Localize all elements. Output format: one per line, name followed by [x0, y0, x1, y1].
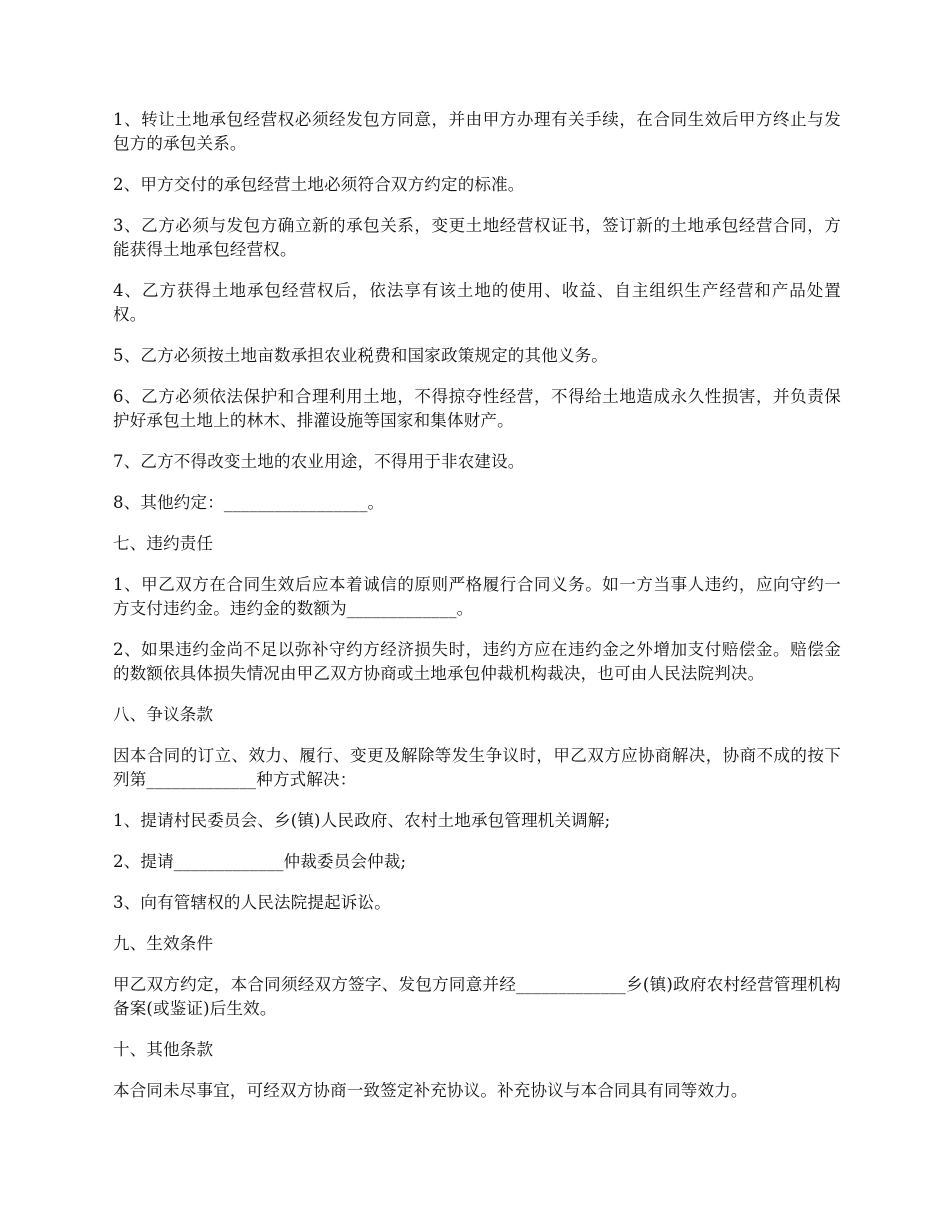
- section-heading-effect: 九、生效条件: [113, 934, 214, 953]
- paragraph-liability-2: 2、如果违约金尚不足以弥补守约方经济损失时，违约方应在违约金之外增加支付赔偿金。赔偿金的数额依具体损失情况由甲乙双方协商或土地承包仲裁机构裁决，也可由人民法院判决。: [113, 640, 841, 683]
- paragraph-dispute-3: 3、向有管辖权的人民法院提起诉讼。: [113, 893, 391, 912]
- paragraph-obligation-7: 7、乙方不得改变土地的农业用途，不得用于非农建设。: [113, 452, 525, 471]
- section-heading-dispute: 八、争议条款: [113, 705, 214, 724]
- section-heading-other: 十、其他条款: [113, 1040, 214, 1059]
- paragraph-dispute-1: 1、提请村民委员会、乡(镇)人民政府、农村土地承包管理机关调解;: [113, 811, 611, 830]
- paragraph-obligation-3: 3、乙方必须与发包方确立新的承包关系，变更土地经营权证书，签订新的土地承包经营合同，方能获得土地承包经营权。: [113, 216, 841, 259]
- paragraph-dispute-2: 2、提请_____________仲裁委员会仲裁;: [113, 852, 407, 871]
- paragraph-dispute-intro: 因本合同的订立、效力、履行、变更及解除等发生争议时，甲乙双方应协商解决，协商不成的按下列第_____________种方式解决：: [113, 746, 841, 789]
- paragraph-obligation-5: 5、乙方必须按土地亩数承担农业税费和国家政策规定的其他义务。: [113, 346, 608, 365]
- paragraph-liability-1: 1、甲乙双方在合同生效后应本着诚信的原则严格履行合同义务。如一方当事人违约，应向守约一方支付违约金。违约金的数额为_____________。: [113, 575, 841, 618]
- paragraph-obligation-1: 1、转让土地承包经营权必须经发包方同意，并由甲方办理有关手续，在合同生效后甲方终止与发包方的承包关系。: [113, 110, 841, 153]
- paragraph-obligation-8: 8、其他约定：_________________。: [113, 493, 385, 512]
- section-heading-liability: 七、违约责任: [113, 534, 214, 553]
- paragraph-other: 本合同未尽事宜，可经双方协商一致签定补充协议。补充协议与本合同具有同等效力。: [113, 1081, 748, 1100]
- paragraph-obligation-2: 2、甲方交付的承包经营土地必须符合双方约定的标准。: [113, 175, 525, 194]
- document-page: [113, 108, 841, 1120]
- paragraph-obligation-4: 4、乙方获得土地承包经营权后，依法享有该土地的使用、收益、自主组织生产经营和产品处置权。: [113, 281, 841, 324]
- paragraph-effect: 甲乙双方约定，本合同须经双方签字、发包方同意并经_____________乡(镇)政府农村经营管理机构备案(或鉴证)后生效。: [113, 975, 841, 1018]
- paragraph-obligation-6: 6、乙方必须依法保护和合理利用土地，不得掠夺性经营，不得给土地造成永久性损害，并负责保护好承包土地上的林木、排灌设施等国家和集体财产。: [113, 387, 841, 430]
